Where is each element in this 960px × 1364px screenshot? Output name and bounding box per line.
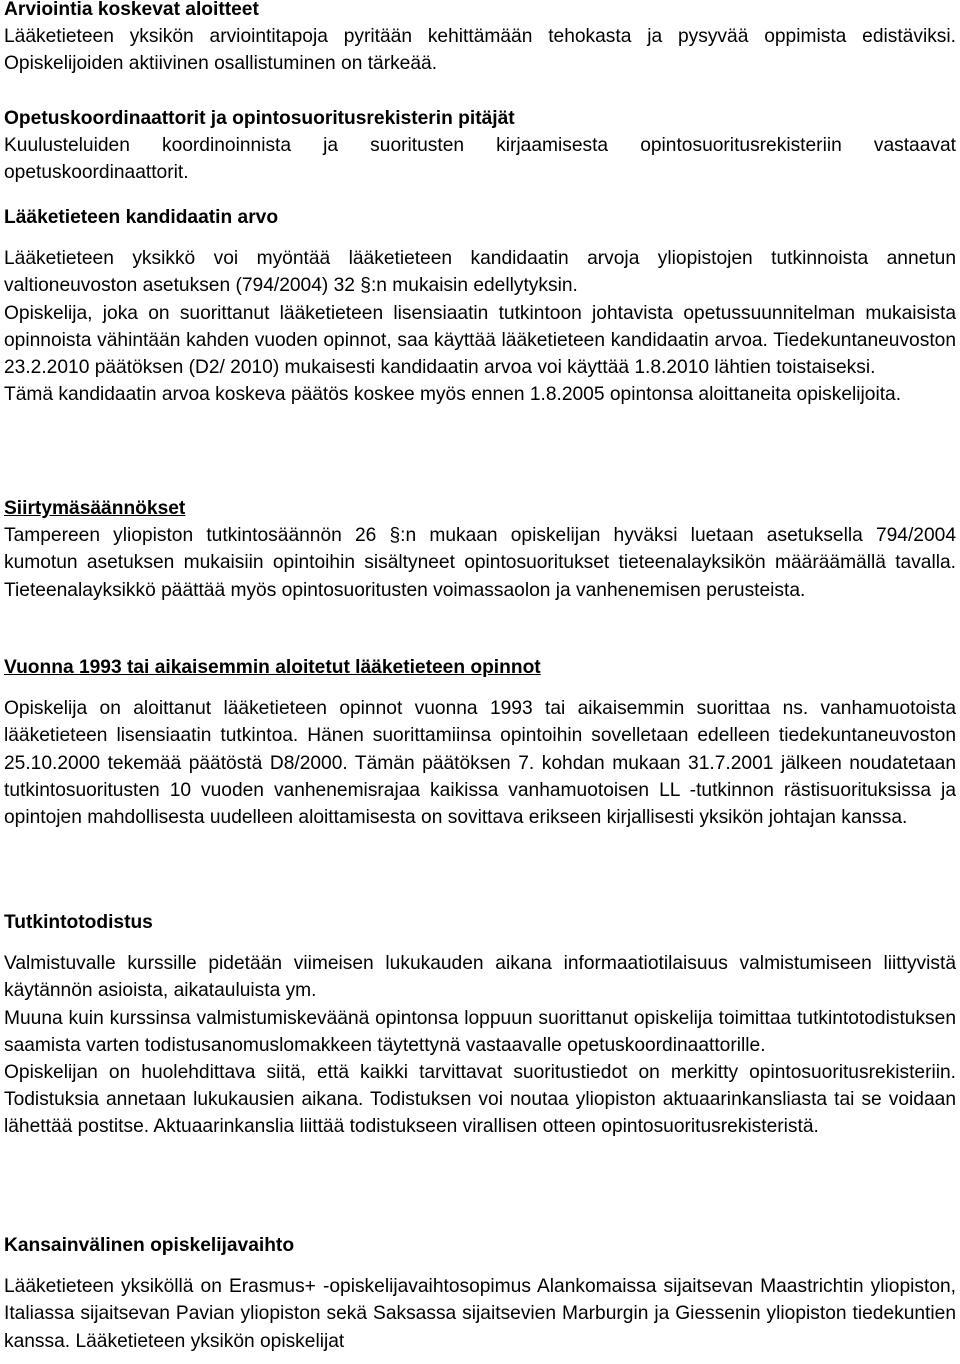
section-heading: Vuonna 1993 tai aikaisemmin aloitetut lääketieteen opinnot: [4, 657, 541, 678]
section-paragraph: Lääketieteen yksikkö voi myöntää lääketieteen kandidaatin arvoja yliopistojen tutkinnoista annetun valtioneuvoston asetuksen (794/2004) 32 §:n mukaisin edellytyksin.: [4, 248, 956, 297]
section-paragraph: Lääketieteen yksiköllä on Erasmus+ -opiskelijavaihtosopimus Alankomaissa sijaitsevan Maastrichtin yliopiston, Italiassa sijaitsevan Pavian yliopiston sekä Saksassa sijaitsevien Marburgin ja Giessenin yliopiston tiedekuntien kanssa. Lääketieteen yksikön opiskelijat: [4, 1276, 956, 1352]
section-paragraph: Opiskelijan on huolehdittava siitä, että kaikki tarvittavat suoritustiedot on merkitty opintosuoritusrekisteriin. Todistuksia annetaan lukukausien aikana. Todistuksen voi noutaa yliopiston aktuaarinkansliasta tai se voidaan lähettää postitse. Aktuaarinkanslia liittää todistukseen virallisen otteen opintosuoritusrekisteristä.: [4, 1062, 956, 1138]
section-paragraph: Muuna kuin kurssinsa valmistumiskeväänä opintonsa loppuun suorittanut opiskelija toimittaa tutkintotodistuksen saamista varten todistusanomuslomakkeen täytettynä vastaavalle opetuskoordinaattorille.: [4, 1007, 956, 1056]
section-heading: Kansainvälinen opiskelijavaihto: [4, 1235, 295, 1256]
section-paragraph: Tämä kandidaatin arvoa koskeva päätös koskee myös ennen 1.8.2005 opintonsa aloittaneita opiskelijoita.: [4, 384, 902, 406]
section-paragraph: Lääketieteen yksikön arviointitapoja pyritään kehittämään tehokasta ja pysyvää oppimista edistäviksi. Opiskelijoiden aktiivinen osallistuminen on tärkeää.: [4, 26, 956, 75]
section-paragraph: Opiskelija on aloittanut lääketieteen opinnot vuonna 1993 tai aikaisemmin suorittaa ns. vanhamuotoista lääketieteen lisensiaatin tutkintoa. Hänen suorittamiinsa opintoihin sovelletaan edelleen tiedekuntaneuvoston 25.10.2000 tekemää päätöstä D8/2000. Tämän päätöksen 7. kohdan mukaan 31.7.2001 jälkeen noudatetaan tutkintosuoritusten 10 vuoden vanhenemisrajaa kaikissa vanhamuotoisen LL -tutkinnon rästisuorituksissa ja opintojen mahdollisesta uudelleen aloittamisesta on sovittava erikseen kirjallisesti yksikön johtajan kanssa.: [4, 698, 956, 829]
section-paragraph: Tampereen yliopiston tutkintosäännön 26 §:n mukaan opiskelijan hyväksi luetaan asetuksella 794/2004 kumotun asetuksen mukaisiin opintoihin sisältyneet opintosuoritukset tieteenalayksikön määräämällä tavalla. Tieteenalayksikkö päättää myös opintosuoritusten voimassaolon ja vanhenemisen perusteista.: [4, 525, 956, 601]
section-vuonna-1993: [4, 654, 956, 831]
section-heading: Opetuskoordinaattorit ja opintosuoritusrekisterin pitäjät: [4, 108, 515, 129]
section-heading: Lääketieteen kandidaatin arvo: [4, 207, 279, 228]
section-heading: Tutkintotodistus: [4, 912, 153, 933]
section-paragraph: Opiskelija, joka on suorittanut lääketieteen lisensiaatin tutkintoon johtavista opetussuunnitelman mukaisista opinnoista vähintään kahden vuoden opinnot, saa käyttää lääketieteen kandidaatin arvoa. Tiedekuntaneuvoston 23.2.2010 päätöksen (D2/ 2010) mukaisesti kandidaatin arvoa voi käyttää 1.8.2010 lähtien toistaiseksi.: [4, 302, 956, 379]
section-kandidaatti: [4, 204, 956, 408]
section-heading: Arviointia koskevat aloitteet: [4, 0, 259, 20]
section-heading: Siirtymäsäännökset: [4, 498, 186, 519]
section-tutkintotodistus: [4, 909, 956, 1141]
section-arviointi: [4, 0, 956, 78]
section-siirtyma: [4, 495, 956, 604]
section-koordinaattorit: [4, 105, 956, 187]
section-paragraph: Kuulusteluiden koordinoinnista ja suoritusten kirjaamisesta opintosuoritusrekisteriin vastaavat opetuskoordinaattorit.: [4, 135, 956, 184]
section-paragraph: Valmistuvalle kurssille pidetään viimeisen lukukauden aikana informaatiotilaisuus valmistumiseen liittyvistä käytännön asioista, aikatauluista ym.: [4, 953, 956, 1002]
section-opiskelijavaihto: [4, 1232, 956, 1355]
